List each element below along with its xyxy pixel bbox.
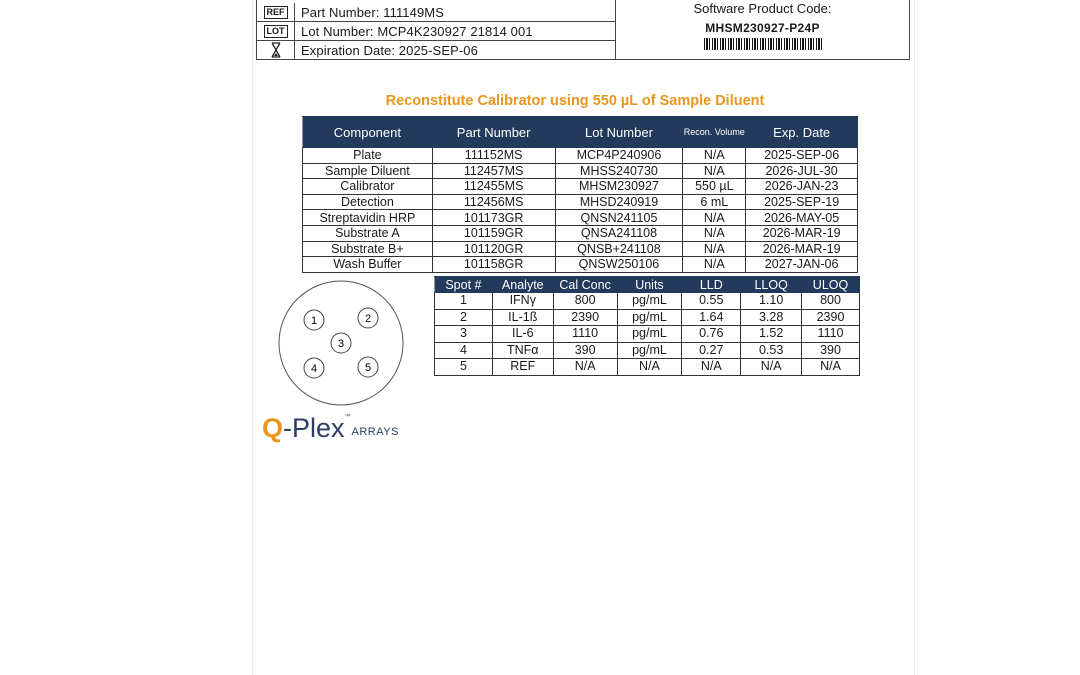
part-number-row	[257, 3, 615, 22]
table-row: 5 REF N/A N/A N/A N/A N/A	[435, 359, 860, 376]
lot-number-text: Lot Number: MCP4K230927 21814 001	[301, 23, 533, 39]
product-info-box	[256, 0, 616, 60]
expiration-date-text: Expiration Date: 2025-SEP-06	[301, 42, 478, 58]
page-edge-right	[914, 0, 915, 675]
table-row: 1 IFNγ 800 pg/mL 0.55 1.10 800	[435, 293, 860, 310]
software-product-code: MHSM230927-P24P	[705, 21, 820, 35]
logo-arrays: ARRAYS	[351, 426, 399, 438]
col-exp-date: Exp. Date	[746, 117, 858, 148]
table-row: 3 IL-6 1110 pg/mL 0.76 1.52 1110	[435, 326, 860, 343]
software-product-label: Software Product Code:	[693, 1, 832, 16]
components-header-row	[303, 117, 858, 148]
logo-trademark: ™	[344, 414, 351, 420]
barcode	[704, 38, 822, 50]
spot-label-4: 4	[310, 363, 318, 375]
table-row: Calibrator 112455MS MHSM230927 550 µL 2026-JAN-23	[303, 179, 858, 195]
part-number-text: Part Number: 111149MS	[301, 5, 444, 20]
col-units: Units	[617, 277, 682, 293]
software-product-box	[616, 0, 910, 60]
logo-plex: -Plex	[283, 413, 345, 443]
spot-label-2: 2	[364, 313, 372, 325]
col-component: Component	[303, 117, 433, 148]
spot-label-3: 3	[337, 338, 345, 350]
col-uloq: ULOQ	[802, 277, 860, 293]
analyte-table	[434, 276, 860, 376]
col-lloq: LLOQ	[741, 277, 802, 293]
col-cal-conc: Cal Conc	[553, 277, 617, 293]
analyte-header-row	[435, 277, 860, 293]
spot-layout-diagram	[275, 279, 410, 409]
col-lot-number: Lot Number	[555, 117, 683, 148]
col-part-number: Part Number	[432, 117, 555, 148]
table-row: Detection 112456MS MHSD240919 6 mL 2025-SEP-19	[303, 194, 858, 210]
logo-q: Q	[262, 413, 284, 443]
table-row: Wash Buffer 101158GR QNSW250106 N/A 2027-JAN-06	[303, 257, 858, 273]
lot-symbol: LOT	[264, 25, 288, 38]
table-row: Substrate A 101159GR QNSA241108 N/A 2026-MAR-19	[303, 225, 858, 241]
hourglass-icon	[269, 42, 283, 58]
table-row: Plate 111152MS MCP4P240906 N/A 2025-SEP-06	[303, 148, 858, 164]
spot-label-1: 1	[310, 315, 318, 327]
col-analyte: Analyte	[492, 277, 553, 293]
lot-number-row	[257, 21, 615, 40]
col-recon-volume: Recon. Volume	[683, 117, 746, 148]
table-row: Streptavidin HRP 101173GR QNSN241105 N/A 2026-MAY-05	[303, 210, 858, 226]
col-lld: LLD	[682, 277, 741, 293]
spot-label-5: 5	[364, 362, 372, 374]
components-table	[302, 116, 858, 273]
table-row: Substrate B+ 101120GR QNSB+241108 N/A 2026-MAR-19	[303, 241, 858, 257]
ref-symbol: REF	[264, 6, 288, 19]
expiration-row	[257, 40, 615, 59]
q-plex-logo	[262, 410, 399, 442]
table-row: Sample Diluent 112457MS MHSS240730 N/A 2026-JUL-30	[303, 163, 858, 179]
table-row: 4 TNFα 390 pg/mL 0.27 0.53 390	[435, 342, 860, 359]
page-edge-left	[252, 0, 253, 675]
col-spot: Spot #	[435, 277, 493, 293]
table-row: 2 IL-1ß 2390 pg/mL 1.64 3.28 2390	[435, 309, 860, 326]
reconstitution-instruction: Reconstitute Calibrator using 550 µL of Sample Diluent	[385, 93, 765, 109]
